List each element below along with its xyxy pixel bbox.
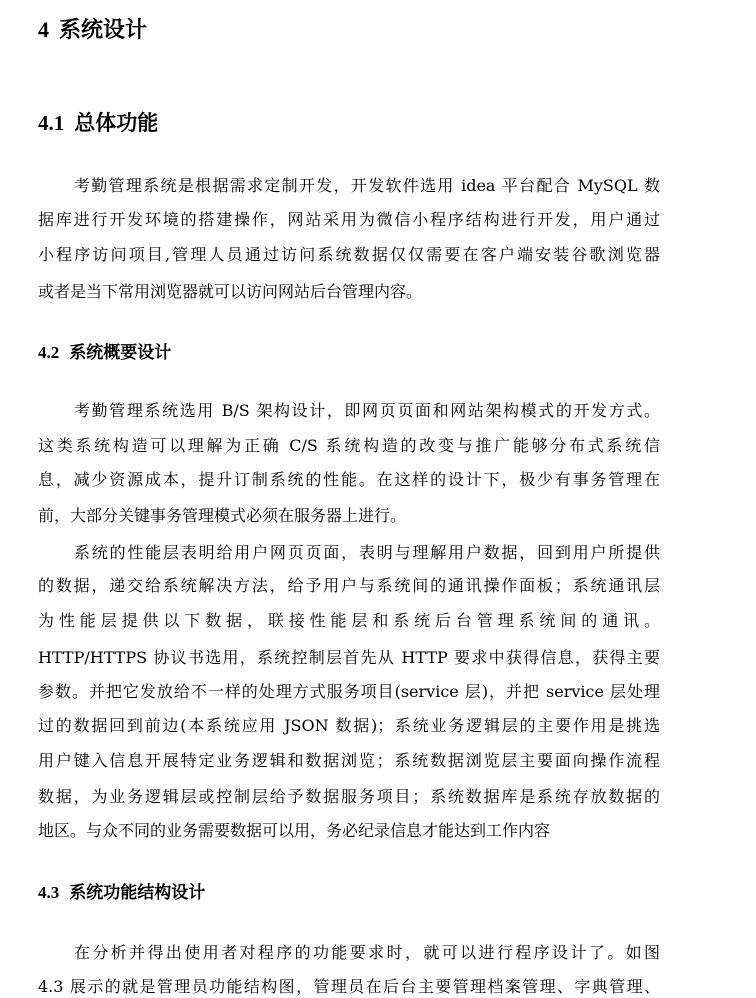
paragraph-line: 在分析并得出使用者对程序的功能要求时，就可以进行程序设计了。如图 — [74, 943, 660, 962]
paragraph-line: 前，大部分关键事务管理模式必须在服务器上进行。 — [38, 506, 407, 525]
paragraph-line: 过的数据回到前边(本系统应用 JSON 数据)；系统业务逻辑层的主要作用是挑选 — [38, 716, 660, 735]
paragraph-line: HTTP/HTTPS 协议书选用，系统控制层首先从 HTTP 要求中获得信息，获得主要 — [38, 648, 660, 667]
paragraph-line: 考勤管理系统是根据需求定制开发，开发软件选用 idea 平台配合 MySQL 数 — [74, 176, 660, 195]
paragraph-line: 地区。与众不同的业务需要数据可以用，务必纪录信息才能达到工作内容 — [38, 821, 551, 840]
paragraph-line: 系统的性能层表明给用户网页页面，表明与理解用户数据，回到用户所提供 — [74, 543, 660, 562]
paragraph-line: 小程序访问项目,管理人员通过访问系统数据仅仅需要在客户端安装谷歌浏览器 — [38, 245, 660, 264]
section-number: 4.2 — [38, 343, 60, 362]
paragraph-line: 这类系统构造可以理解为正确 C/S 系统构造的改变与推广能够分布式系统信 — [38, 436, 660, 455]
paragraph-line: 考勤管理系统选用 B/S 架构设计，即网页页面和网站架构模式的开发方式。 — [74, 401, 660, 420]
chapter-number: 4 — [38, 17, 49, 42]
paragraph-line: 或者是当下常用浏览器就可以访问网站后台管理内容。 — [38, 282, 423, 301]
paragraph-line: 数据，为业务逻辑层或控制层给予数据服务项目；系统数据库是系统存放数据的 — [38, 787, 660, 806]
paragraph-line: 据库进行开发环境的搭建操作，网站采用为微信小程序结构进行开发，用户通过 — [38, 210, 660, 229]
section-number: 4.3 — [38, 883, 60, 902]
section-title: 系统功能结构设计 — [69, 883, 206, 903]
paragraph-line: 息，减少资源成本，提升订制系统的性能。在这样的设计下，极少有事务管理在 — [38, 470, 660, 489]
section-number: 4.1 — [38, 111, 65, 135]
chapter-heading — [38, 14, 147, 46]
paragraph-line: 4.3 展示的就是管理员功能结构图，管理员在后台主要管理档案管理、字典管理、 — [38, 977, 660, 996]
section-heading-4-2 — [38, 340, 171, 366]
paragraph-line: 用户键入信息开展特定业务逻辑和数据浏览；系统数据浏览层主要面向操作流程 — [38, 751, 660, 770]
section-heading-4-3 — [38, 880, 205, 906]
paragraph-line: 的数据，递交给系统解决方法，给予用户与系统间的通讯操作面板；系统通讯层 — [38, 576, 660, 595]
section-heading-4-1 — [38, 108, 158, 138]
chapter-title: 系统设计 — [59, 17, 148, 43]
paragraph-line: 为性能层提供以下数据，联接性能层和系统后台管理系统间的通讯。 — [38, 611, 660, 630]
section-title: 总体功能 — [74, 110, 159, 135]
section-title: 系统概要设计 — [69, 343, 172, 363]
paragraph-line: 参数。并把它发放给不一样的处理方式服务项目(service 层)，并把 service 层处理 — [38, 682, 660, 701]
